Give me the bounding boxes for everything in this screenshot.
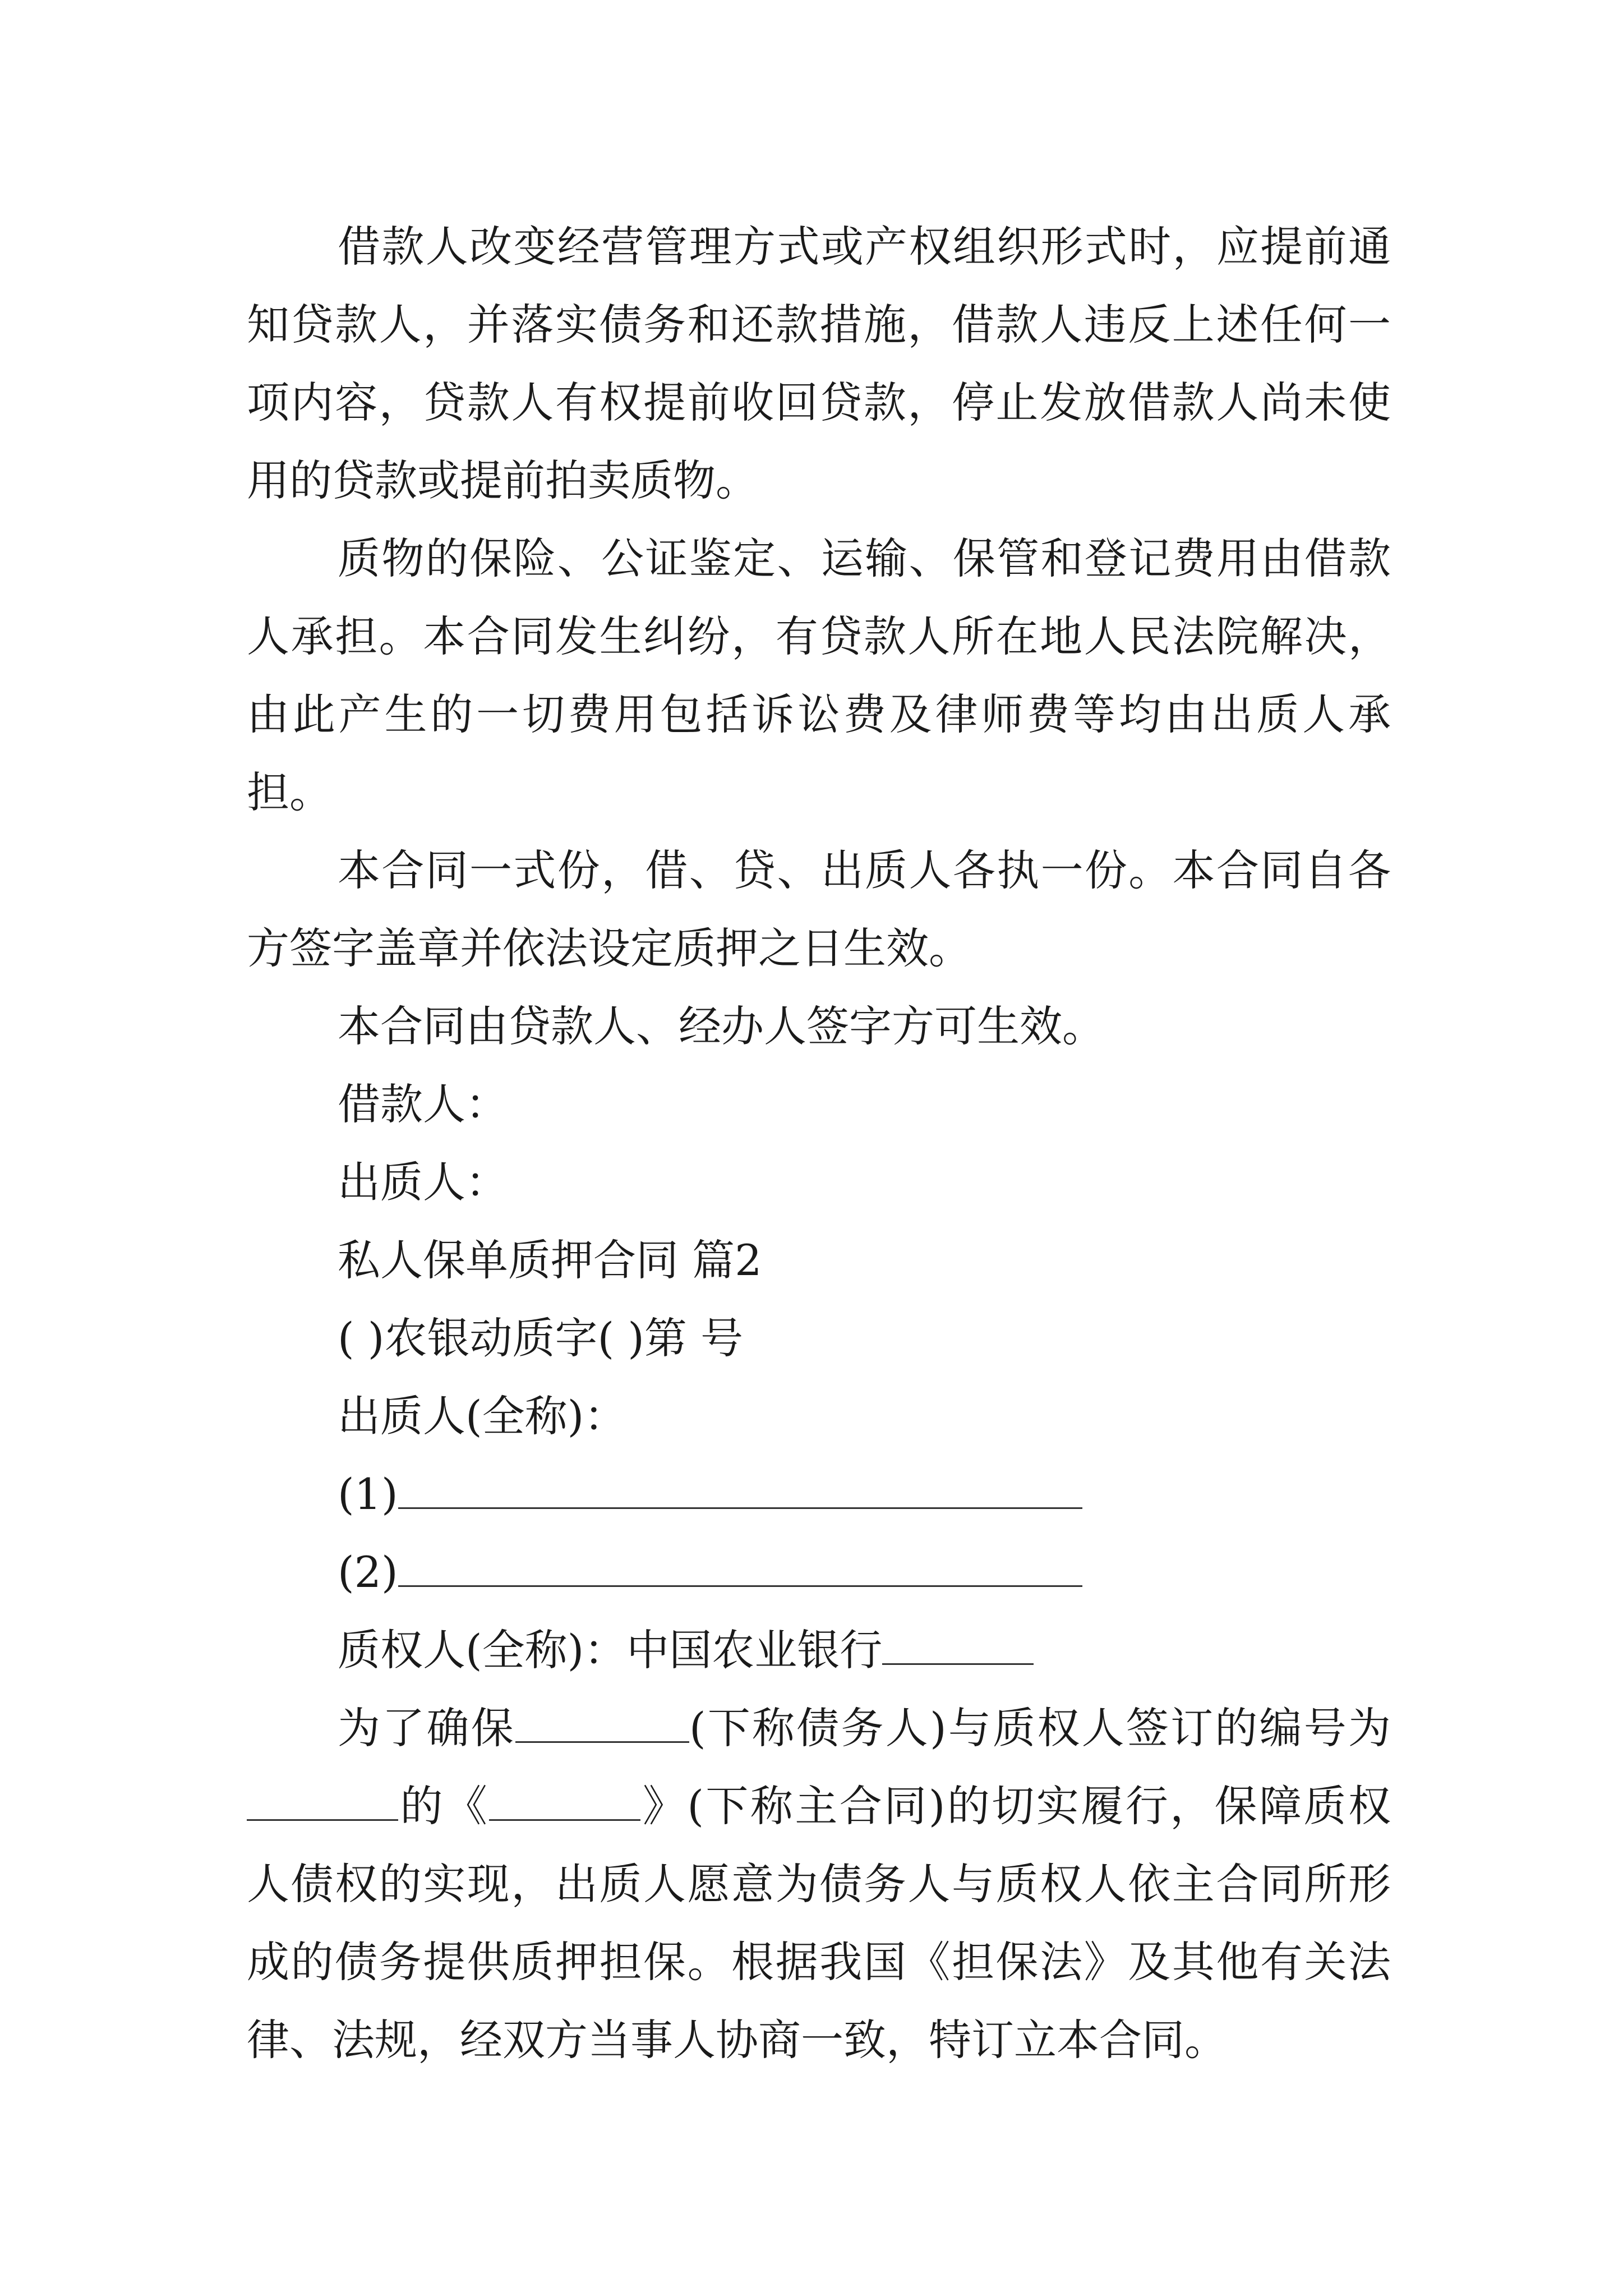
- borrower-label: 借款人：: [338, 1079, 508, 1129]
- pledgee-line: [247, 1611, 1391, 1689]
- item-1-blank[interactable]: [398, 1469, 1082, 1509]
- contract-name-blank[interactable]: [489, 1781, 640, 1821]
- purpose-part-4: 》(下称主合同)的切实履行，保障质权人债权的实现，出质人愿意为债务人与质权人依主合同所形成的债务提供质押担保。根据我国《担保法》及其他有关法律、法规，经双方当事人协商一致，特订立本合同。: [247, 1781, 1391, 2065]
- contract-number: ( )农银动质字( )第 号: [338, 1313, 744, 1363]
- paragraph-costs-disputes: 质物的保险、公证鉴定、运输、保管和登记费用由借款人承担。本合同发生纠纷，有贷款人所在地人民法院解决，由此产生的一切费用包括诉讼费及律师费等均由出质人承担。: [247, 533, 1391, 817]
- pledgor-full-name-label: 出质人(全称)：: [338, 1391, 627, 1441]
- section-title: 私人保单质押合同 篇2: [338, 1235, 762, 1285]
- contract-number-blank[interactable]: [247, 1781, 398, 1821]
- paragraph-purpose: [247, 1689, 1391, 2079]
- debtor-blank[interactable]: [515, 1703, 689, 1743]
- paragraph-borrower-change: 借款人改变经营管理方式或产权组织形式时，应提前通知贷款人，并落实债务和还款措施，借款人违反上述任何一项内容，贷款人有权提前收回贷款，停止发放借款人尚未使用的贷款或提前拍卖质物。: [247, 222, 1391, 505]
- pledgor-item-1: [247, 1455, 1391, 1533]
- purpose-part-2: (下称债务人)与质权人签订的编号为: [689, 1703, 1391, 1753]
- paragraph-signature-effect: 本合同由贷款人、经办人签字方可生效。: [338, 1001, 1105, 1051]
- item-1-label: (1): [338, 1469, 398, 1519]
- paragraph-copies-effect: 本合同一式份，借、贷、出质人各执一份。本合同自各方签字盖章并依法设定质押之日生效。: [247, 845, 1391, 973]
- purpose-part-1: 为了确保: [338, 1703, 515, 1753]
- pledgee-label: 质权人(全称)：中国农业银行: [338, 1625, 883, 1675]
- pledgee-branch-blank[interactable]: [882, 1625, 1034, 1665]
- item-2-label: (2): [338, 1547, 398, 1597]
- pledgor-label: 出质人：: [338, 1157, 508, 1207]
- pledgor-item-2: [247, 1533, 1391, 1611]
- purpose-part-3: 的《: [398, 1781, 490, 1831]
- document-body: [247, 208, 1391, 2079]
- item-2-blank[interactable]: [398, 1547, 1082, 1587]
